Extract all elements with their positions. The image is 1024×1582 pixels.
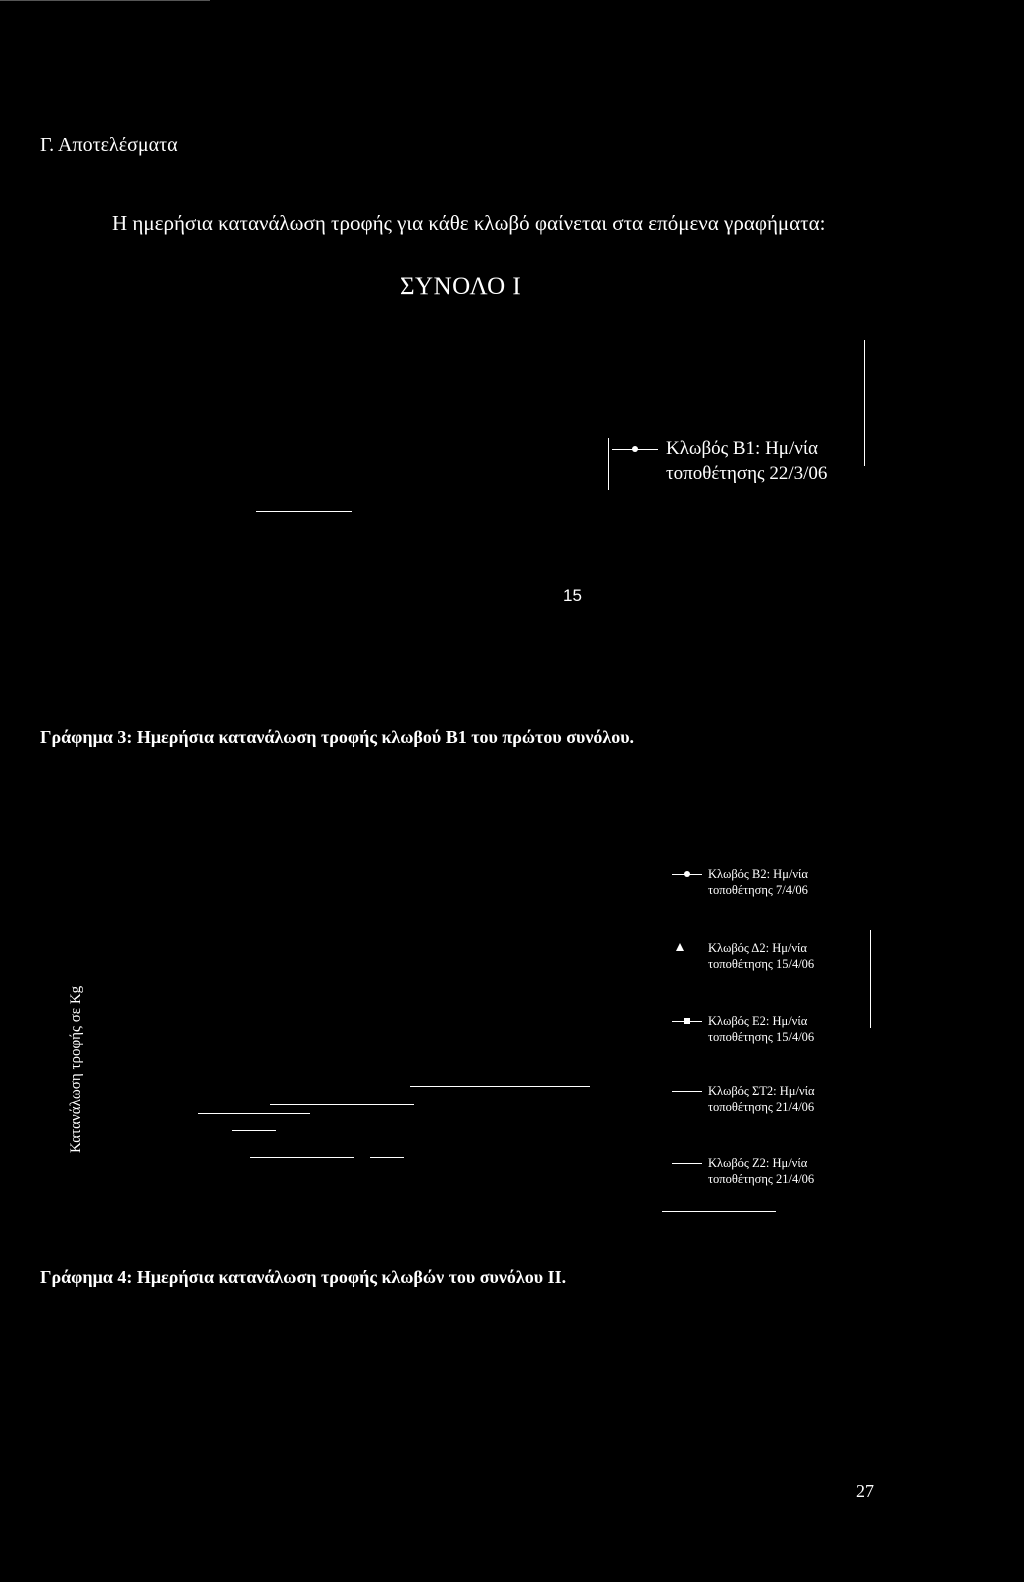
chart4-series-line [270, 1104, 414, 1105]
legend-st2-line2: τοποθέτησης 21/4/06 [708, 1100, 815, 1114]
chart3-series-line [256, 511, 352, 512]
chart3-right-border [864, 340, 865, 466]
legend-z2-line2: τοποθέτησης 21/4/06 [708, 1172, 815, 1186]
circle-marker-icon [612, 442, 658, 456]
chart3-legend [612, 436, 827, 486]
legend-d2-line2: τοποθέτησης 15/4/06 [708, 957, 815, 971]
triangle-marker-icon [672, 942, 702, 954]
chart4-legend-item-b2 [672, 866, 808, 898]
chart4-legend-item-z2 [672, 1155, 814, 1187]
legend-b2-line2: τοποθέτησης 7/4/06 [708, 883, 808, 897]
circle-marker-icon [672, 868, 702, 880]
chart4-legend-bottom-line [662, 1211, 776, 1212]
chart4-legend-item-e2 [672, 1013, 814, 1045]
chart4-y-axis-label: Κατανάλωση τροφής σε Kg [68, 985, 84, 1153]
line-marker-icon [672, 1157, 702, 1169]
chart3-axis-tick: 15 [563, 586, 582, 605]
legend-b2-line1: Κλωβός Β2: Ημ/νία [708, 867, 808, 881]
chart4-series-line [232, 1130, 276, 1131]
legend-st2-line1: Κλωβός ΣΤ2: Ημ/νία [708, 1084, 815, 1098]
legend-e2-line2: τοποθέτησης 15/4/06 [708, 1030, 815, 1044]
chart3-legend-item [612, 436, 827, 461]
line-marker-icon [672, 1085, 702, 1097]
legend-e2-line1: Κλωβός Ε2: Ημ/νία [708, 1014, 808, 1028]
chart3-legend-border [608, 438, 609, 490]
intro-paragraph: Η ημερήσια κατανάλωση τροφής για κάθε κλωβό φαίνεται στα επόμενα γραφήματα: [112, 211, 826, 235]
chart4-series-line [198, 1113, 310, 1114]
chart3-caption: Γράφημα 3: Ημερήσια κατανάλωση τροφής κλωβού Β1 του πρώτου συνόλου. [40, 727, 635, 747]
chart4-legend-item-st2 [672, 1083, 815, 1115]
chart4-series-line [370, 1157, 404, 1158]
chart4-right-border [870, 930, 871, 1028]
section-heading: Γ. Αποτελέσματα [40, 134, 178, 156]
page-number: 27 [856, 1481, 874, 1501]
set1-title: ΣΥΝΟΛΟ Ι [400, 273, 522, 300]
chart4-caption: Γράφημα 4: Ημερήσια κατανάλωση τροφής κλωβών του συνόλου ΙΙ. [40, 1267, 567, 1287]
top-edge-line [0, 0, 210, 1]
chart4-series-line [410, 1086, 590, 1087]
chart4-legend-item-d2 [672, 940, 814, 972]
chart3-legend-line1: Κλωβός Β1: Ημ/νία [666, 438, 818, 459]
chart3-legend-line2: τοποθέτησης 22/3/06 [666, 463, 828, 484]
legend-z2-line1: Κλωβός Ζ2: Ημ/νία [708, 1156, 808, 1170]
chart4-series-line [250, 1157, 354, 1158]
square-marker-icon [672, 1015, 702, 1027]
legend-d2-line1: Κλωβός Δ2: Ημ/νία [708, 941, 807, 955]
